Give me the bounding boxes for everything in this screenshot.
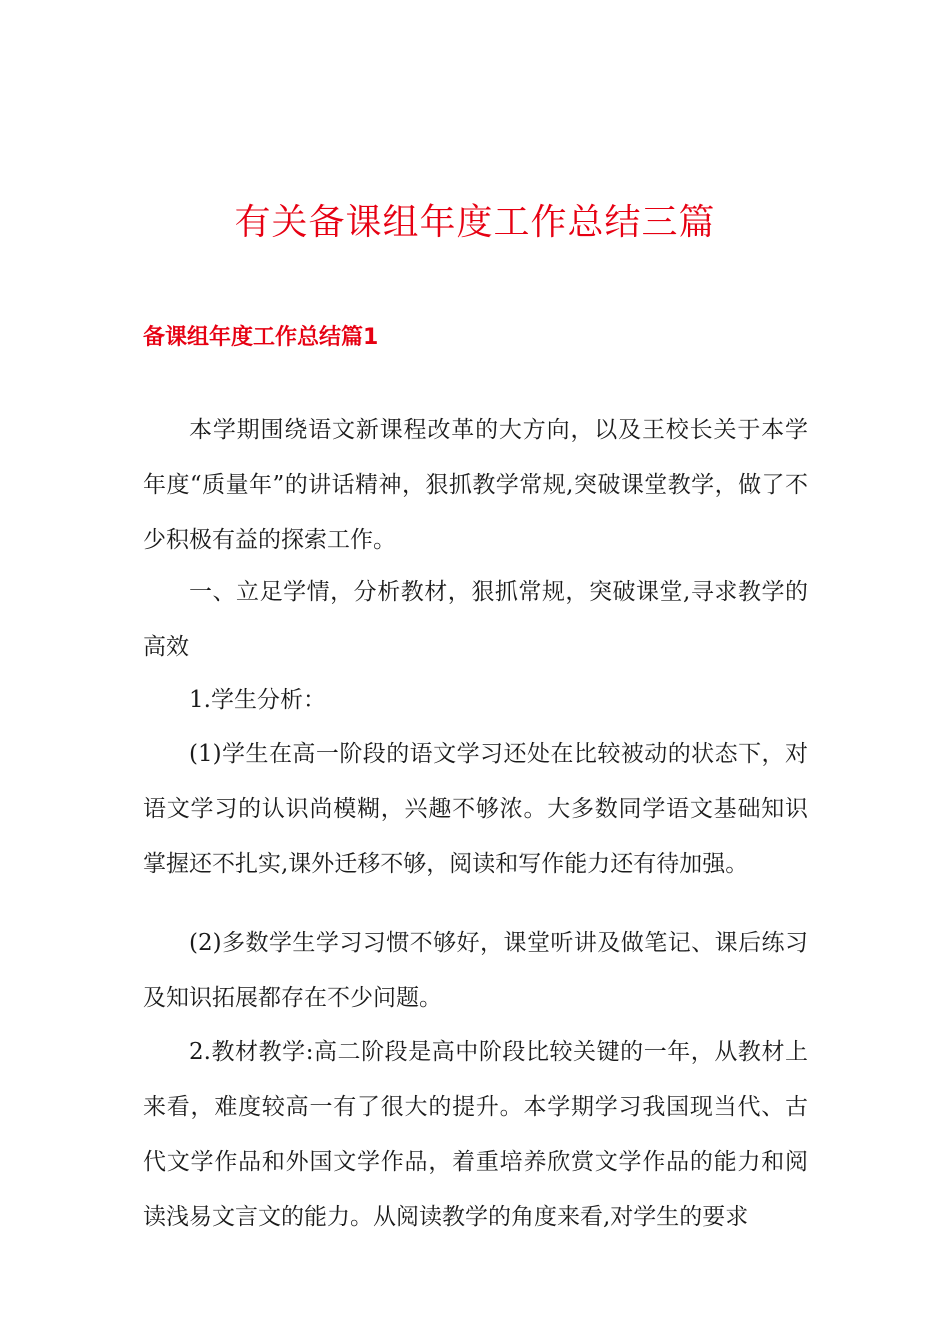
paragraph-student-analysis-heading: 1.学生分析： (189, 687, 326, 713)
paragraph-student-analysis-1: (1)学生在高一阶段的语文学习还处在比较被动的状态下，对语文学习的认识尚模糊，兴趣不够浓。大多数同学语文基础知识掌握还不扎实,课外迁移不够，阅读和写作能力还有待加强。 (143, 741, 808, 877)
document-title: 有关备课组年度工作总结三篇 (234, 202, 716, 243)
paragraph-textbook-teaching: 2.教材教学:高二阶段是高中阶段比较关键的一年，从教材上来看，难度较高一有了很大的提升。本学期学习我国现当代、古代文学作品和外国文学作品，着重培养欣赏文学作品的能力和阅读浅易文言文的能力。从阅读教学的角度来看,对学生的要求 (143, 1039, 808, 1230)
paragraph-student-analysis-2: (2)多数学生学习习惯不够好，课堂听讲及做笔记、课后练习及知识拓展都存在不少问题。 (143, 930, 808, 1011)
paragraph-intro: 本学期围绕语文新课程改革的大方向，以及王校长关于本学年度“质量年”的讲话精神，狠抓教学常规,突破课堂教学，做了不少积极有益的探索工作。 (143, 417, 808, 553)
section-heading: 备课组年度工作总结篇1 (143, 325, 379, 350)
paragraph-part-one-heading: 一、立足学情，分析教材，狠抓常规，突破课堂,寻求教学的高效 (143, 579, 808, 660)
